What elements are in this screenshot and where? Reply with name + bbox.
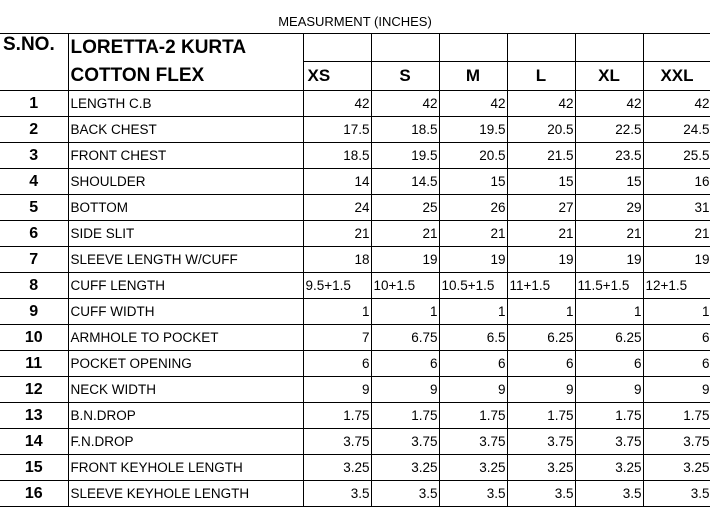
value-cell[interactable]: 15: [575, 169, 643, 195]
value-cell[interactable]: 6: [371, 351, 439, 377]
measurement-header: MEASURMENT (INCHES): [278, 14, 432, 29]
table-row: [0, 273, 711, 299]
value-cell[interactable]: 14.5: [371, 169, 439, 195]
parameter-cell[interactable]: SLEEVE LENGTH W/CUFF: [68, 247, 303, 273]
value-cell[interactable]: 10+1.5: [371, 273, 439, 299]
value-cell[interactable]: 29: [575, 195, 643, 221]
empty-header-cell[interactable]: [303, 34, 371, 62]
value-cell[interactable]: 24.5: [643, 117, 711, 143]
value-cell[interactable]: 6: [303, 351, 371, 377]
value-cell[interactable]: 42: [371, 91, 439, 117]
value-cell[interactable]: 1.75: [303, 403, 371, 429]
value-cell[interactable]: 3.25: [575, 455, 643, 481]
size-header-xs[interactable]: XS: [303, 62, 371, 91]
value-cell[interactable]: 3.25: [303, 455, 371, 481]
value-cell[interactable]: 6.75: [371, 325, 439, 351]
value-cell[interactable]: 3.25: [507, 455, 575, 481]
value-cell[interactable]: 12+1.5: [643, 273, 711, 299]
table-row: [0, 429, 711, 455]
value-cell[interactable]: 23.5: [575, 143, 643, 169]
sno-header: S.NO.: [0, 34, 68, 91]
row-number[interactable]: 7: [0, 247, 68, 273]
value-cell[interactable]: 10.5+1.5: [439, 273, 507, 299]
parameter-cell[interactable]: B.N.DROP: [68, 403, 303, 429]
parameter-cell[interactable]: SHOULDER: [68, 169, 303, 195]
row-number[interactable]: 13: [0, 403, 68, 429]
value-cell[interactable]: 9: [643, 377, 711, 403]
value-cell[interactable]: 9: [439, 377, 507, 403]
value-cell[interactable]: 1: [507, 299, 575, 325]
value-cell[interactable]: 17.5: [303, 117, 371, 143]
value-cell[interactable]: 42: [303, 91, 371, 117]
table-row: [0, 455, 711, 481]
value-cell[interactable]: 19: [643, 247, 711, 273]
value-cell[interactable]: 9: [371, 377, 439, 403]
table-row: [0, 403, 711, 429]
value-cell[interactable]: 3.25: [439, 455, 507, 481]
value-cell[interactable]: 14: [303, 169, 371, 195]
table-row: [0, 91, 711, 117]
value-cell[interactable]: 1.75: [643, 403, 711, 429]
row-number[interactable]: 12: [0, 377, 68, 403]
value-cell[interactable]: 27: [507, 195, 575, 221]
size-header-m[interactable]: M: [439, 62, 507, 91]
value-cell[interactable]: 3.25: [371, 455, 439, 481]
value-cell[interactable]: 1.75: [575, 403, 643, 429]
value-cell[interactable]: 6: [575, 351, 643, 377]
value-cell[interactable]: 21.5: [507, 143, 575, 169]
table-row: [0, 143, 711, 169]
value-cell[interactable]: 20.5: [439, 143, 507, 169]
value-cell[interactable]: 21: [439, 221, 507, 247]
value-cell[interactable]: 1: [439, 299, 507, 325]
value-cell[interactable]: 19.5: [371, 143, 439, 169]
style-name-cell[interactable]: LORETTA-2 KURTA: [68, 34, 303, 62]
value-cell[interactable]: 21: [643, 221, 711, 247]
header-row-sizes: [0, 62, 711, 91]
value-cell[interactable]: 9: [507, 377, 575, 403]
value-cell[interactable]: 11.5+1.5: [575, 273, 643, 299]
size-header-s[interactable]: S: [371, 62, 439, 91]
table-row: [0, 221, 711, 247]
value-cell[interactable]: 1: [371, 299, 439, 325]
value-cell[interactable]: 3.75: [303, 429, 371, 455]
measurement-table: [0, 33, 712, 507]
sheet-edge: [710, 0, 714, 511]
row-number[interactable]: 9: [0, 299, 68, 325]
value-cell[interactable]: 3.5: [575, 481, 643, 507]
value-cell[interactable]: 9.5+1.5: [303, 273, 371, 299]
value-cell[interactable]: 6.25: [507, 325, 575, 351]
value-cell[interactable]: 7: [303, 325, 371, 351]
empty-header-cell[interactable]: [439, 34, 507, 62]
value-cell[interactable]: 3.5: [507, 481, 575, 507]
value-cell[interactable]: 1.75: [371, 403, 439, 429]
value-cell[interactable]: 42: [439, 91, 507, 117]
size-header-xl[interactable]: XL: [575, 62, 643, 91]
value-cell[interactable]: 18: [303, 247, 371, 273]
value-cell[interactable]: 6.5: [439, 325, 507, 351]
value-cell[interactable]: 25.5: [643, 143, 711, 169]
size-header-l[interactable]: L: [507, 62, 575, 91]
row-number[interactable]: 10: [0, 325, 68, 351]
table-row: [0, 299, 711, 325]
parameter-cell[interactable]: CUFF WIDTH: [68, 299, 303, 325]
value-cell[interactable]: 19: [439, 247, 507, 273]
value-cell[interactable]: 19.5: [439, 117, 507, 143]
value-cell[interactable]: 9: [575, 377, 643, 403]
size-header-xxl[interactable]: XXL: [643, 62, 711, 91]
value-cell[interactable]: 18.5: [371, 117, 439, 143]
value-cell[interactable]: 6.25: [575, 325, 643, 351]
value-cell[interactable]: 21: [303, 221, 371, 247]
parameter-cell[interactable]: NECK WIDTH: [68, 377, 303, 403]
parameter-cell[interactable]: SLEEVE KEYHOLE LENGTH: [68, 481, 303, 507]
value-cell[interactable]: 11+1.5: [507, 273, 575, 299]
value-cell[interactable]: 26: [439, 195, 507, 221]
parameter-cell[interactable]: FRONT KEYHOLE LENGTH: [68, 455, 303, 481]
value-cell[interactable]: 3.75: [643, 429, 711, 455]
value-cell[interactable]: 16: [643, 169, 711, 195]
table-row: [0, 169, 711, 195]
row-number[interactable]: 2: [0, 117, 68, 143]
value-cell[interactable]: 6: [643, 351, 711, 377]
row-number[interactable]: 5: [0, 195, 68, 221]
value-cell[interactable]: 9: [303, 377, 371, 403]
parameter-cell[interactable]: POCKET OPENING: [68, 351, 303, 377]
value-cell[interactable]: 42: [507, 91, 575, 117]
value-cell[interactable]: 21: [575, 221, 643, 247]
value-cell[interactable]: 19: [371, 247, 439, 273]
value-cell[interactable]: 6: [643, 325, 711, 351]
value-cell[interactable]: 21: [507, 221, 575, 247]
value-cell[interactable]: 6: [439, 351, 507, 377]
value-cell[interactable]: 18.5: [303, 143, 371, 169]
value-cell[interactable]: 31: [643, 195, 711, 221]
table-row: [0, 117, 711, 143]
parameter-cell[interactable]: FRONT CHEST: [68, 143, 303, 169]
value-cell[interactable]: 19: [507, 247, 575, 273]
table-row: [0, 351, 711, 377]
table-row: [0, 481, 711, 507]
value-cell[interactable]: 21: [371, 221, 439, 247]
empty-header-cell[interactable]: [575, 34, 643, 62]
value-cell[interactable]: 3.5: [643, 481, 711, 507]
value-cell[interactable]: 3.75: [507, 429, 575, 455]
value-cell[interactable]: 20.5: [507, 117, 575, 143]
row-number[interactable]: 14: [0, 429, 68, 455]
value-cell[interactable]: 25: [371, 195, 439, 221]
parameter-cell[interactable]: CUFF LENGTH: [68, 273, 303, 299]
parameter-cell[interactable]: BOTTOM: [68, 195, 303, 221]
value-cell[interactable]: 15: [507, 169, 575, 195]
row-number[interactable]: 3: [0, 143, 68, 169]
row-number[interactable]: 16: [0, 481, 68, 507]
fabric-cell[interactable]: COTTON FLEX: [68, 62, 303, 91]
value-cell[interactable]: 19: [575, 247, 643, 273]
row-number[interactable]: 8: [0, 273, 68, 299]
parameter-cell[interactable]: F.N.DROP: [68, 429, 303, 455]
row-number[interactable]: 4: [0, 169, 68, 195]
parameter-cell[interactable]: BACK CHEST: [68, 117, 303, 143]
value-cell[interactable]: 3.5: [371, 481, 439, 507]
value-cell[interactable]: 1: [303, 299, 371, 325]
value-cell[interactable]: 42: [643, 91, 711, 117]
header-row-style: [0, 34, 711, 62]
value-cell[interactable]: 3.25: [643, 455, 711, 481]
empty-header-cell[interactable]: [507, 34, 575, 62]
value-cell[interactable]: 1: [643, 299, 711, 325]
table-row: [0, 247, 711, 273]
parameter-cell[interactable]: LENGTH C.B: [68, 91, 303, 117]
value-cell[interactable]: 6: [507, 351, 575, 377]
value-cell[interactable]: 22.5: [575, 117, 643, 143]
parameter-cell[interactable]: ARMHOLE TO POCKET: [68, 325, 303, 351]
value-cell[interactable]: 42: [575, 91, 643, 117]
value-cell[interactable]: 3.5: [303, 481, 371, 507]
value-cell[interactable]: 3.5: [439, 481, 507, 507]
parameter-cell[interactable]: SIDE SLIT: [68, 221, 303, 247]
value-cell[interactable]: 24: [303, 195, 371, 221]
table-row: [0, 377, 711, 403]
value-cell[interactable]: 1.75: [507, 403, 575, 429]
empty-header-cell[interactable]: [371, 34, 439, 62]
row-number[interactable]: 6: [0, 221, 68, 247]
value-cell[interactable]: 1.75: [439, 403, 507, 429]
value-cell[interactable]: 1: [575, 299, 643, 325]
value-cell[interactable]: 15: [439, 169, 507, 195]
row-number[interactable]: 1: [0, 91, 68, 117]
value-cell[interactable]: 3.75: [575, 429, 643, 455]
row-number[interactable]: 11: [0, 351, 68, 377]
value-cell[interactable]: 3.75: [439, 429, 507, 455]
row-number[interactable]: 15: [0, 455, 68, 481]
table-row: [0, 195, 711, 221]
table-row: [0, 325, 711, 351]
empty-header-cell[interactable]: [643, 34, 711, 62]
value-cell[interactable]: 3.75: [371, 429, 439, 455]
